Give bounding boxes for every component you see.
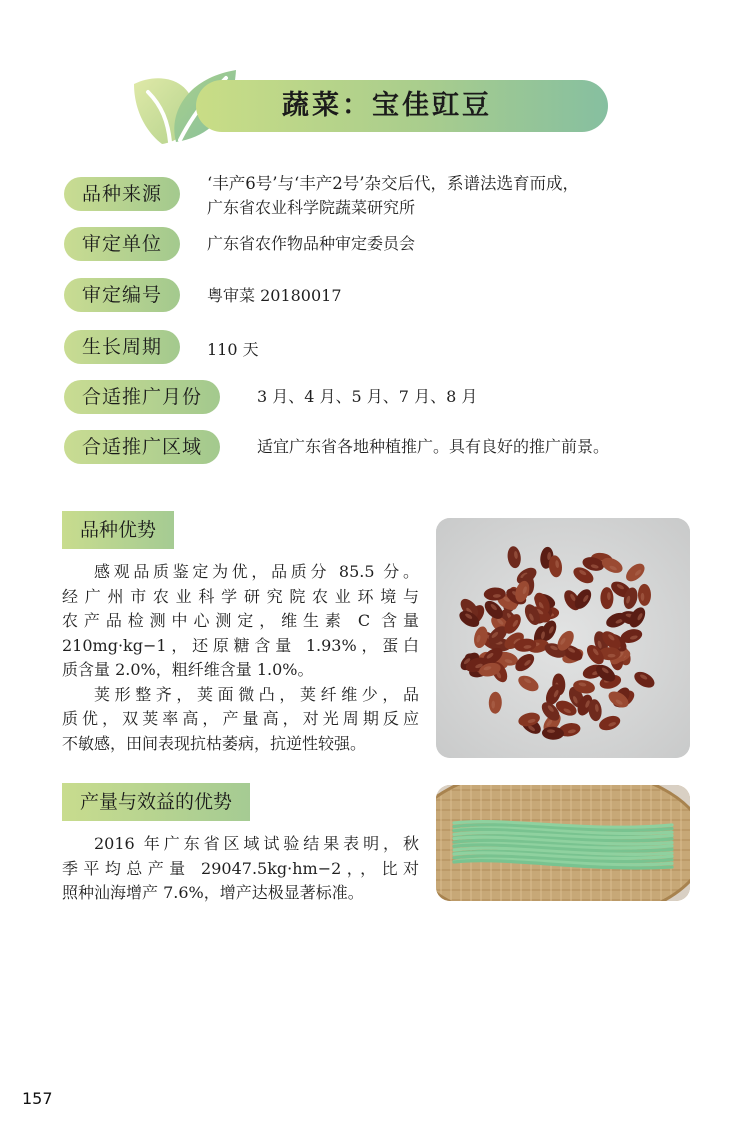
- label-pill: 审定单位: [64, 227, 180, 261]
- paragraph-line: 感观品质鉴定为优，品质分 85.5 分。: [94, 562, 419, 581]
- paragraph-line: 质含量 2.0%，粗纤维含量 1.0%。: [62, 660, 314, 679]
- info-value: ‘丰产6号’与‘丰产2号’杂交后代，系谱法选育而成，: [207, 174, 579, 193]
- section-heading-variety-advantage: 品种优势: [62, 511, 174, 549]
- info-value: 广东省农作物品种审定委员会: [207, 234, 416, 253]
- paragraph-line: 2016 年广东省区域试验结果表明，秋: [94, 834, 419, 853]
- label-pill: 审定编号: [64, 278, 180, 312]
- label-pill: 合适推广月份: [64, 380, 220, 414]
- paragraph-line: 农产品检测中心测定，维生素 C 含量: [62, 611, 419, 630]
- bean-pod-bundle: [454, 822, 672, 868]
- paragraph-line: 荚形整齐，荚面微凸，荚纤维少，品: [94, 684, 419, 704]
- info-value: 3 月、4 月、5 月、7 月、8 月: [257, 387, 478, 406]
- paragraph-line: 经广州市农业科学研究院农业环境与: [62, 586, 419, 606]
- page-title: 蔬菜：宝佳豇豆: [282, 90, 492, 121]
- bean-pods-photo: [436, 785, 690, 901]
- yield-advantage-text: [62, 832, 419, 906]
- info-value: 110 天: [207, 340, 259, 359]
- bean-seeds-image: [436, 518, 690, 758]
- paragraph-line: 不敏感，田间表现抗枯萎病，抗逆性较强。: [62, 733, 367, 753]
- label-pill: 品种来源: [64, 177, 180, 211]
- info-value: 粤审菜 20180017: [207, 286, 342, 305]
- bean-pods-image: [436, 785, 690, 901]
- variety-advantage-text: [62, 560, 419, 756]
- info-value: 适宜广东省各地种植推广。具有良好的推广前景。: [257, 437, 610, 456]
- paragraph-line: 质优，双荚率高，产量高，对光周期反应: [62, 709, 419, 728]
- bean-seeds-photo: [436, 518, 690, 758]
- paragraph-line: 照种汕海增产 7.6%，增产达极显著标准。: [62, 883, 364, 902]
- paragraph-line: 季平均总产量 29047.5kg·hm−2，，比对: [62, 858, 419, 878]
- section-heading-yield-advantage: 产量与效益的优势: [62, 783, 250, 821]
- info-value: 广东省农业科学院蔬菜研究所: [207, 198, 416, 217]
- page-number: 157: [22, 1089, 53, 1108]
- label-pill: 生长周期: [64, 330, 180, 364]
- paragraph-line: 210mg·kg−1，还原糖含量 1.93%，蛋白: [62, 635, 419, 655]
- label-pill: 合适推广区域: [64, 430, 220, 464]
